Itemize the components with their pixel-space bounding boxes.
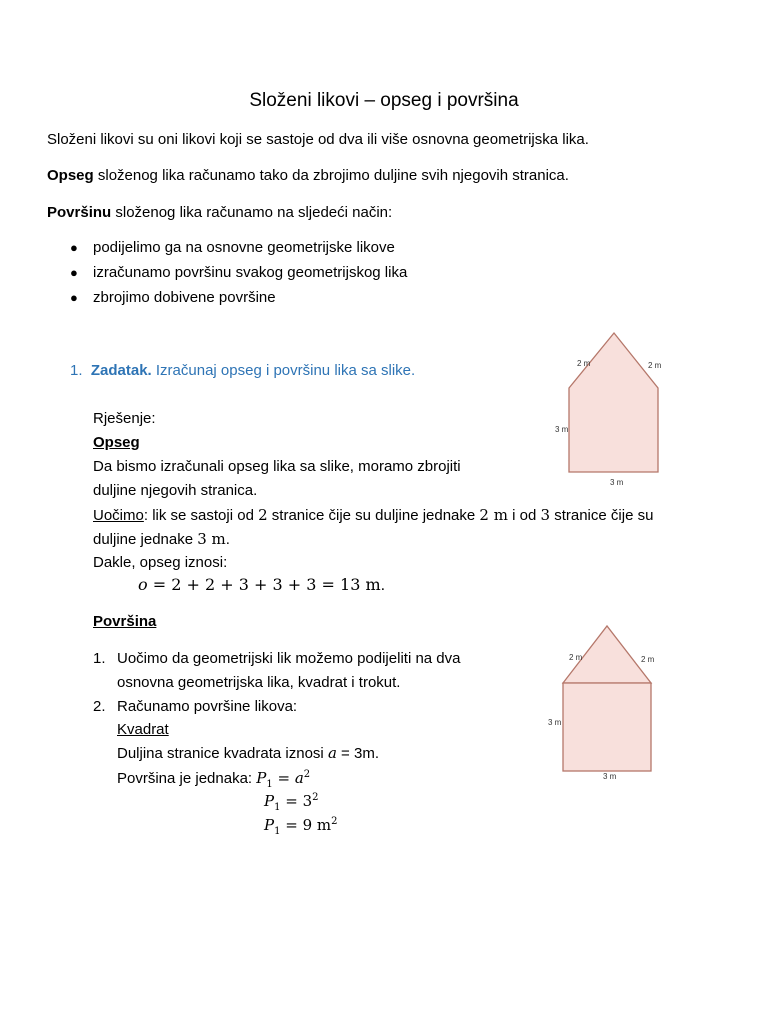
- povrsina-bold: Površinu: [47, 204, 112, 221]
- math-value: 3: [540, 506, 551, 524]
- solution-line-2: duljine njegovih stranica.: [93, 482, 258, 499]
- math-sup: 2: [331, 816, 338, 827]
- house-figure-1: [550, 328, 670, 493]
- text-span: duljine jednake: [93, 531, 198, 548]
- task-bold: Zadatak.: [90, 362, 152, 379]
- opseg-rest: složenog lika računamo tako da zbrojimo duljine svih njegovih stranica.: [93, 167, 569, 184]
- math-value: 3: [302, 792, 313, 810]
- house-figure-2: [540, 620, 665, 785]
- base-label: 3 m: [603, 772, 617, 781]
- povrsina-heading: Površina: [93, 613, 157, 630]
- square-shape: [563, 683, 651, 771]
- povrsina-rest: složenog lika računamo na sljedeći način:: [111, 204, 393, 221]
- math-var: P: [264, 792, 275, 810]
- math-sub: 1: [274, 826, 281, 837]
- perimeter-formula: [138, 575, 385, 595]
- solution-line-3: [93, 503, 653, 528]
- math-var: a: [327, 744, 337, 762]
- task-heading: [70, 362, 415, 379]
- list-item: zbrojimo dobivene površine: [93, 289, 276, 306]
- text-span: stranice čije su: [550, 507, 654, 524]
- solution-label: Rješenje:: [93, 410, 156, 427]
- task-number: 1.: [70, 362, 83, 379]
- math-sub: 1: [274, 802, 281, 813]
- math-value: 3 m: [197, 530, 226, 548]
- solution-line-5: Dakle, opseg iznosi:: [93, 554, 228, 571]
- area-eq-2: $P_1 = 3^2$: [264, 792, 319, 813]
- list-item: izračunamo površinu svakog geometrijskog lika: [93, 264, 408, 281]
- opseg-heading: Opseg: [93, 434, 140, 451]
- text-span: = 3m.: [336, 745, 379, 762]
- text-span: .: [225, 531, 230, 548]
- bullet-icon: ●: [70, 290, 78, 305]
- formula-body: = 2 + 2 + 3 + 3 + 3 = 13 m: [147, 575, 381, 594]
- list-item: podijelimo ga na osnovne geometrijske likove: [93, 239, 395, 256]
- opseg-bold: Opseg: [47, 167, 94, 184]
- roof-right-label: 2 m: [641, 655, 655, 664]
- bullet-icon: ●: [70, 240, 78, 255]
- roof-left-label: 2 m: [577, 359, 591, 368]
- text-span: Duljina stranice kvadrata iznosi: [117, 745, 328, 762]
- math-value: 2: [258, 506, 268, 524]
- uocimo-label: Uočimo: [93, 507, 144, 524]
- math-var: a: [294, 769, 304, 787]
- text-span: stranice čije su duljine jednake: [267, 507, 480, 524]
- bullet-icon: ●: [70, 265, 78, 280]
- math-var: P: [264, 816, 275, 834]
- roof-right-label: 2 m: [648, 361, 662, 370]
- area-item-number: 1.: [93, 650, 106, 667]
- area-item-line: Uočimo da geometrijski lik možemo podijeliti na dva: [117, 650, 461, 667]
- povrsina-definition: [47, 203, 392, 223]
- math-sub: 1: [266, 779, 273, 790]
- math-sup: 2: [303, 769, 311, 780]
- solution-line-1: Da bismo izračunali opseg lika sa slike, moramo zbrojiti: [93, 458, 461, 475]
- page-title: Složeni likovi – opseg i površina: [249, 90, 519, 111]
- task-text: Izračunaj opseg i površinu lika sa slike.: [151, 362, 416, 379]
- area-eq-3: $P_1 = 9$ $m^2$: [264, 816, 338, 837]
- formula-end: .: [380, 577, 386, 594]
- side-length-line: [117, 744, 379, 762]
- math-value: 2 m: [479, 506, 508, 524]
- base-label: 3 m: [610, 478, 624, 487]
- area-item-number: 2.: [93, 698, 106, 715]
- opseg-definition: [47, 166, 569, 186]
- intro-text: Složeni likovi su oni likovi koji se sastoje od dva ili više osnovna geometrijska lika.: [47, 131, 589, 148]
- area-line: Površina je jednaka: $P_1 = a^2$: [117, 769, 311, 790]
- area-item-line: Računamo površine likova:: [117, 698, 298, 715]
- text-span: Površina je jednaka:: [117, 770, 257, 787]
- solution-line-4: [93, 527, 230, 552]
- text-span: : lik se sastoji od: [143, 507, 259, 524]
- text-span: i od: [507, 507, 541, 524]
- house-shape: [569, 333, 658, 472]
- math-value: 9 m: [302, 816, 332, 834]
- math-sup: 2: [312, 792, 319, 803]
- kvadrat-heading: Kvadrat: [117, 721, 169, 738]
- roof-left-label: 2 m: [569, 653, 583, 662]
- side-label: 3 m: [548, 718, 562, 727]
- area-item-line: osnovna geometrijska lika, kvadrat i trokut.: [117, 674, 401, 691]
- side-label: 3 m: [555, 425, 569, 434]
- math-var: P: [256, 769, 267, 787]
- formula-var: o: [138, 575, 148, 594]
